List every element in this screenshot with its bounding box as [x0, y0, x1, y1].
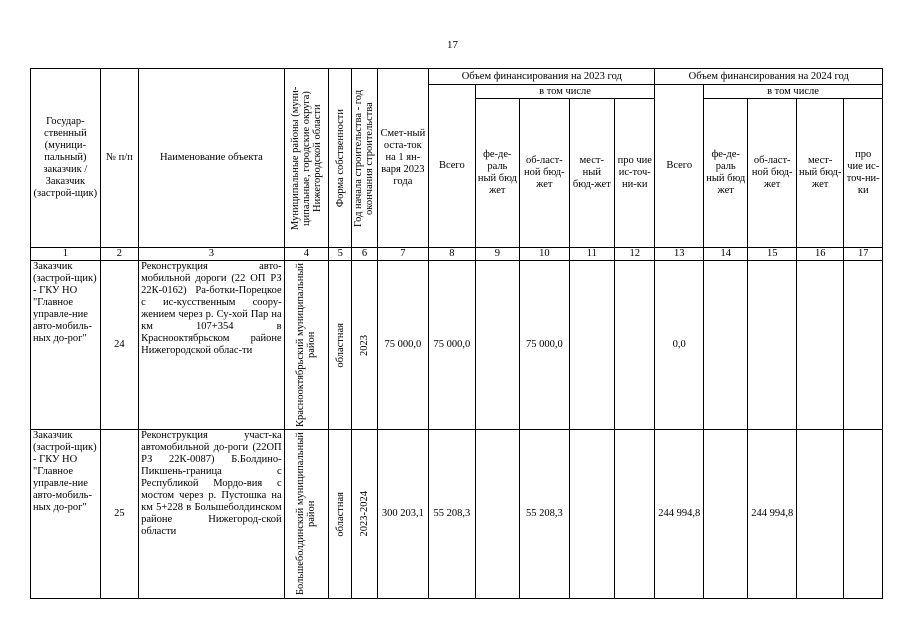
header-object-name: Наименование объекта	[139, 69, 285, 248]
row-years: 2023	[358, 334, 370, 356]
row-federal-2024	[703, 430, 747, 599]
column-number: 6	[352, 248, 377, 261]
row-other-2024	[844, 261, 883, 430]
row-customer: Заказчик (застрой-щик) - ГКУ НО "Главное управле-ние авто-мобиль-ных до-рог"	[31, 430, 101, 599]
row-district: Краснооктябрьский муниципальный район	[295, 262, 318, 427]
column-number: 2	[100, 248, 138, 261]
header-federal-2023: фе-де-раль ный бюд жет	[475, 99, 519, 248]
column-number: 15	[748, 248, 797, 261]
row-years-cell	[352, 261, 377, 430]
header-customer: Государ-ственный (муници-пальный) заказчик / Заказчик (застрой-щик)	[31, 69, 101, 248]
row-regional-2023: 75 000,0	[520, 261, 570, 430]
column-number: 8	[429, 248, 475, 261]
header-regional-2023: об-ласт-ной бюд-жет	[520, 99, 570, 248]
row-district-cell	[284, 430, 328, 599]
column-number: 4	[284, 248, 328, 261]
row-customer: Заказчик (застрой-щик) - ГКУ НО "Главное управле-ние авто-мобиль-ных до-рог"	[31, 261, 101, 430]
column-number: 5	[329, 248, 352, 261]
financing-table	[30, 68, 883, 599]
row-federal-2024	[703, 261, 747, 430]
table-row	[31, 430, 883, 599]
header-num: № п/п	[100, 69, 138, 248]
header-federal-2024: фе-де-раль ный бюд жет	[703, 99, 747, 248]
row-total-2023: 75 000,0	[429, 261, 475, 430]
row-regional-2024: 244 994,8	[748, 430, 797, 599]
column-number: 10	[520, 248, 570, 261]
row-object: Реконструкция участ-ка автомобильной до-роги (22ОП РЗ 22К-0087) Б.Болдино-Пикшень-граница с Республикой Мордо-вия с мостом через р. Пустошка на км 5+228 в Большеболдинском районе Нижегород-ской области	[139, 430, 285, 599]
header-ownership: Форма собственности	[334, 108, 346, 208]
row-local-2023	[569, 261, 614, 430]
header-local-2023: мест-ный бюд-жет	[569, 99, 614, 248]
column-number: 9	[475, 248, 519, 261]
column-number: 11	[569, 248, 614, 261]
header-years: Год начала строительства - год окончания строительства	[353, 89, 376, 227]
row-object: Реконструкция авто-мобильной дороги (22 ОП РЗ 22К-0162) Ра-ботки-Порецкое с ис-кусственным соору-жением через р. Су-хой Пар на км 107+354 в Краснооктябрьском районе Нижегородской облас-ти	[139, 261, 285, 430]
row-ownership-cell	[329, 430, 352, 599]
row-num: 25	[100, 430, 138, 599]
column-number-row	[31, 248, 883, 261]
column-number: 7	[377, 248, 429, 261]
row-ownership: областная	[334, 322, 346, 368]
header-fin2024: Объем финансирования на 2024 год	[655, 69, 883, 85]
row-total-2024: 0,0	[655, 261, 704, 430]
column-number: 1	[31, 248, 101, 261]
row-other-2023	[615, 430, 655, 599]
row-other-2023	[615, 261, 655, 430]
column-number: 12	[615, 248, 655, 261]
column-number: 16	[796, 248, 844, 261]
row-local-2023	[569, 430, 614, 599]
header-ownership-cell	[329, 69, 352, 248]
row-regional-2023: 55 208,3	[520, 430, 570, 599]
row-years: 2023-2024	[358, 491, 370, 537]
header-local-2024: мест-ный бюд-жет	[796, 99, 844, 248]
header-districts-cell	[284, 69, 328, 248]
header-years-cell	[352, 69, 377, 248]
row-district-cell	[284, 261, 328, 430]
row-ownership-cell	[329, 261, 352, 430]
row-local-2024	[796, 430, 844, 599]
header-total-2024: Всего	[655, 85, 704, 248]
header-balance: Смет-ный оста-ток на 1 ян-варя 2023 года	[377, 69, 429, 248]
row-num: 24	[100, 261, 138, 430]
header-other-2024: про чие ис-точ-ни-ки	[844, 99, 883, 248]
row-balance: 75 000,0	[377, 261, 429, 430]
column-number: 13	[655, 248, 704, 261]
row-balance: 300 203,1	[377, 430, 429, 599]
row-federal-2023	[475, 261, 519, 430]
row-total-2023: 55 208,3	[429, 430, 475, 599]
row-regional-2024	[748, 261, 797, 430]
row-other-2024	[844, 430, 883, 599]
header-including-2023: в том числе	[475, 85, 655, 99]
row-ownership: областная	[334, 491, 346, 537]
row-total-2024: 244 994,8	[655, 430, 704, 599]
row-years-cell	[352, 430, 377, 599]
header-regional-2024: об-ласт-ной бюд-жет	[748, 99, 797, 248]
row-federal-2023	[475, 430, 519, 599]
header-total-2023: Всего	[429, 85, 475, 248]
row-district: Большеболдинский муниципальный район	[295, 432, 318, 596]
row-local-2024	[796, 261, 844, 430]
header-including-2024: в том числе	[703, 85, 882, 99]
page-number: 17	[447, 39, 458, 51]
table-row	[31, 261, 883, 430]
header-districts: Муниципальные районы (муни-ципальные, городские округа) Нижегородской области	[289, 86, 323, 230]
header-other-2023: про чие ис-точ-ни-ки	[615, 99, 655, 248]
column-number: 3	[139, 248, 285, 261]
column-number: 14	[703, 248, 747, 261]
header-fin2023: Объем финансирования на 2023 год	[429, 69, 655, 85]
column-number: 17	[844, 248, 883, 261]
